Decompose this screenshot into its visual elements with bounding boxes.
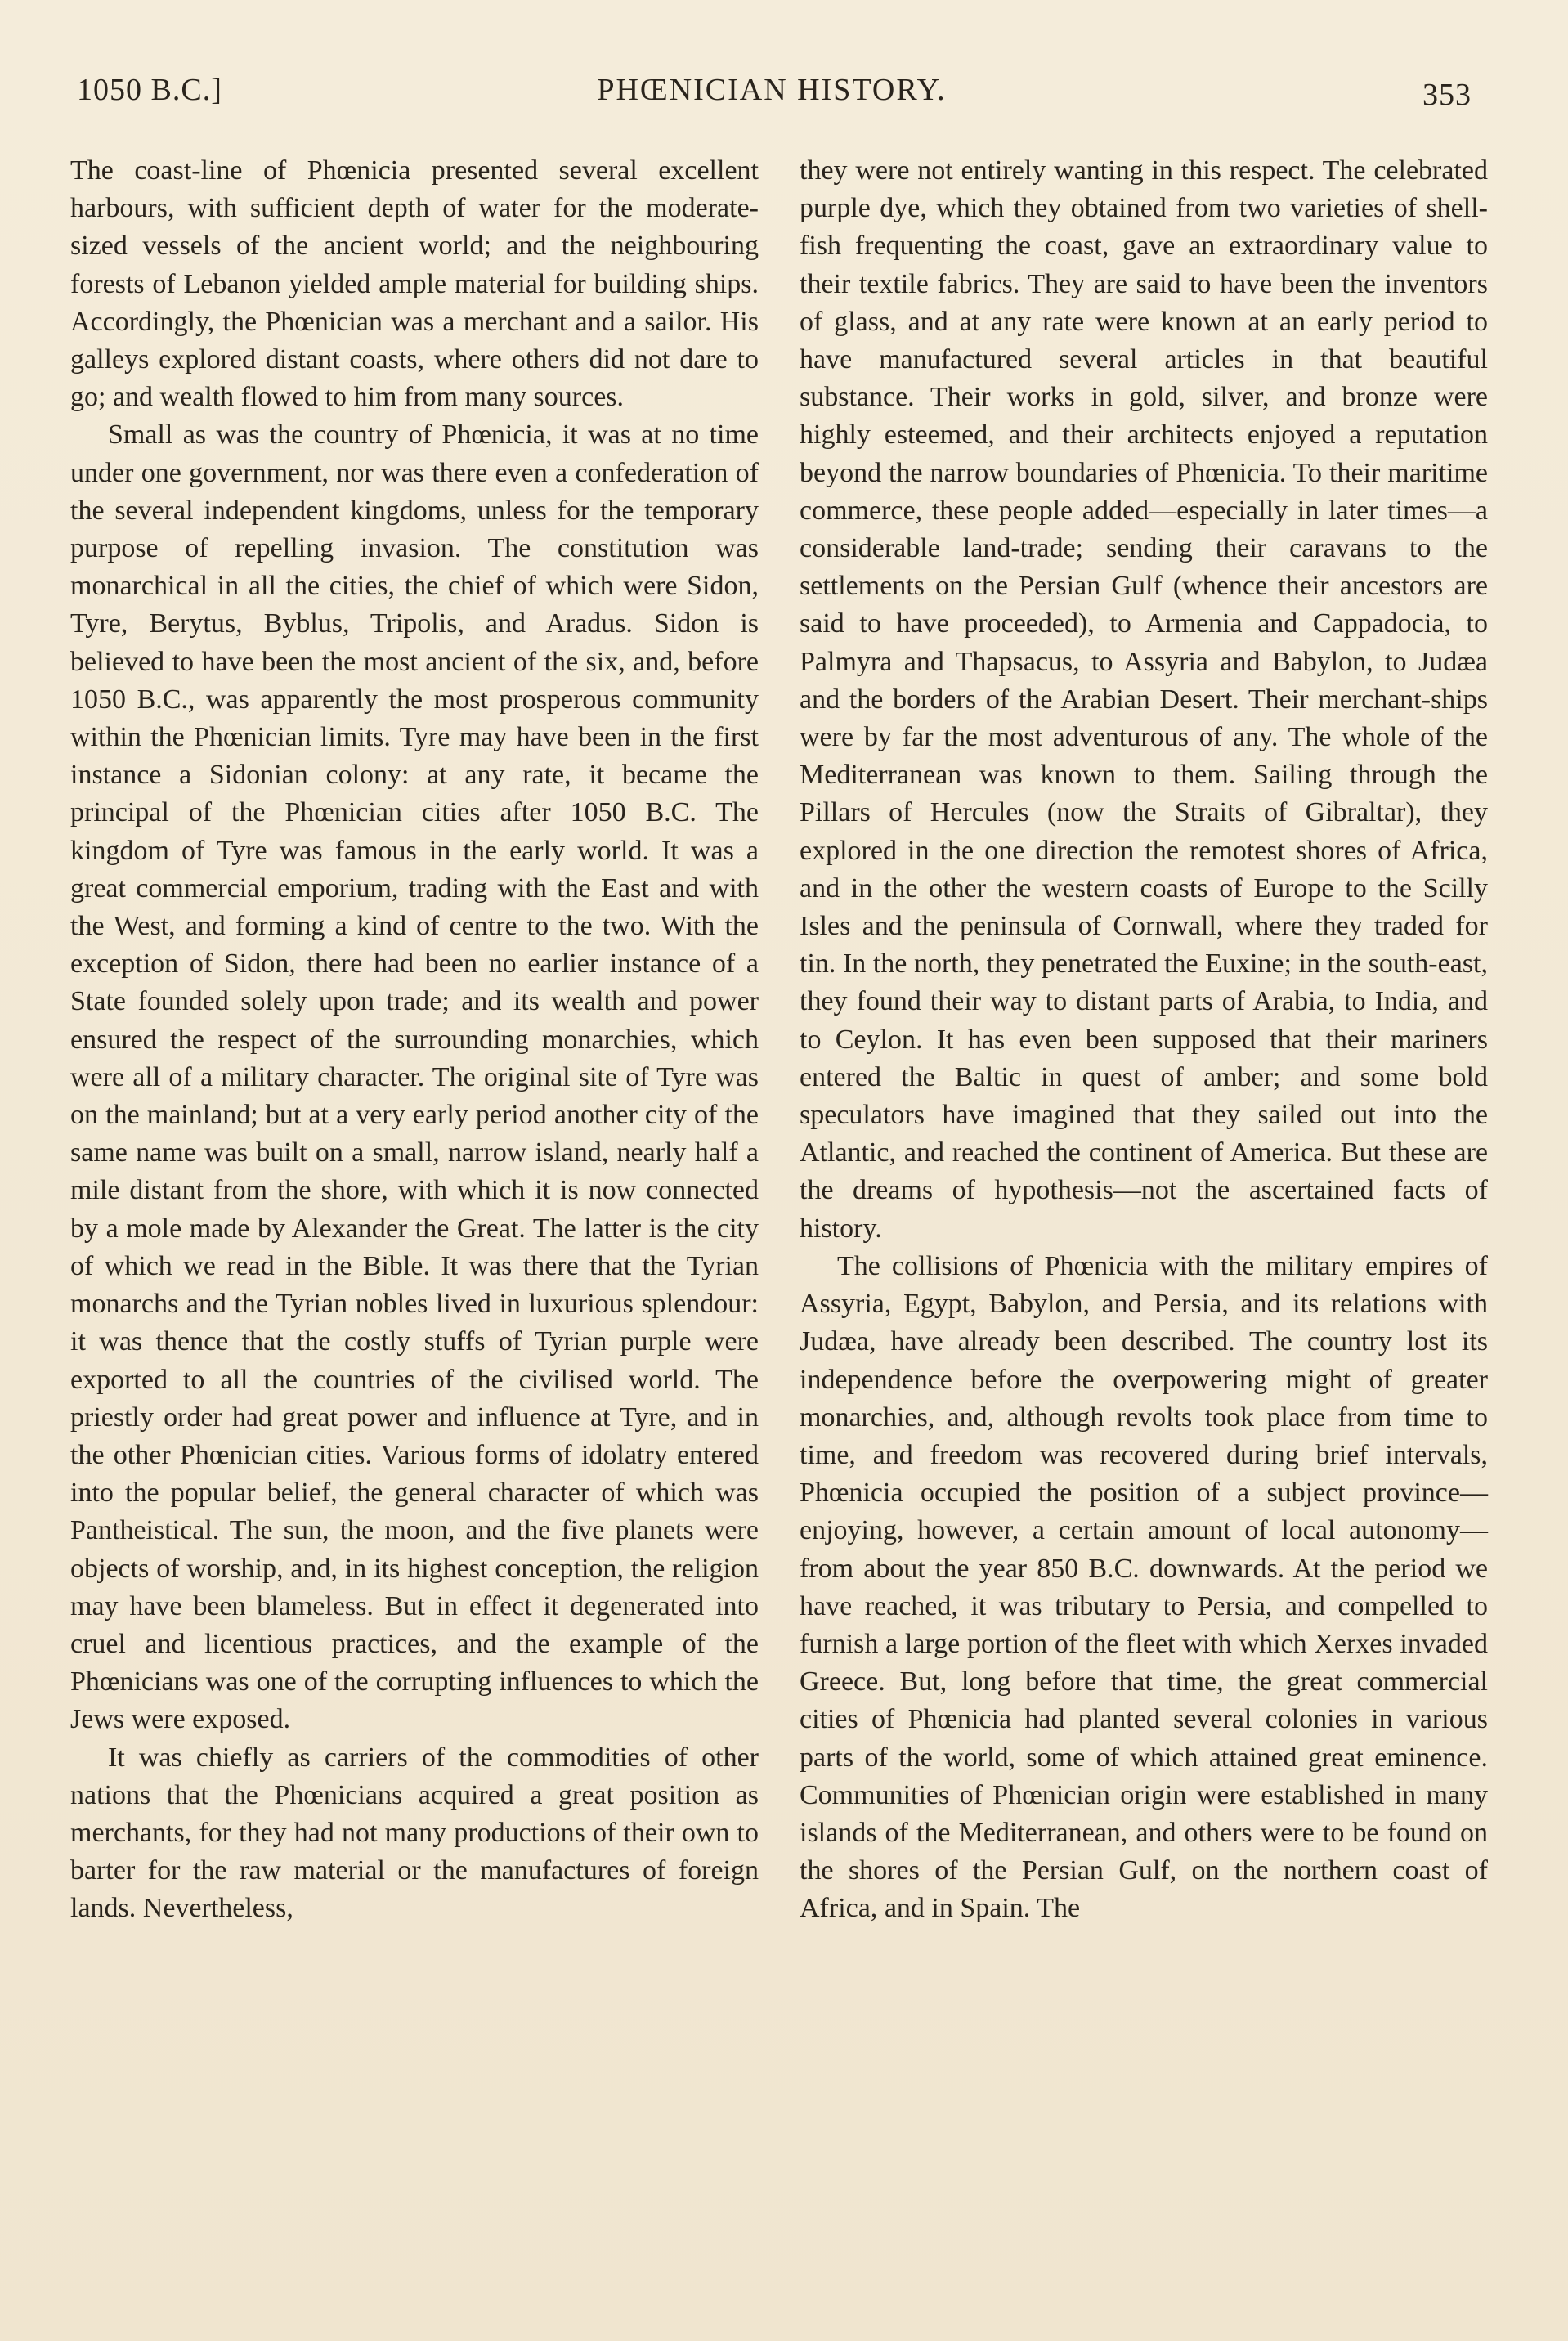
page-title: PHŒNICIAN HISTORY. [597,73,947,107]
paragraph: they were not entirely wanting in this respect. The celebrated purple dye, which they obtained from two varieties of shell-fish frequenting the coast, gave an extraordinary value to their textile fabrics. They are said to have been the inventors of glass, and at any rate were known at an early period to have manufactured several articles in that beautiful substance. Their works in gold, silver, and bronze were highly esteemed, and their architects enjoyed a reputation beyond the narrow boundaries of Phœnicia. To their maritime commerce, these people added—especially in later times—a considerable land-trade; sending their caravans to the settlements on the Persian Gulf (whence their ancestors are said to have proceeded), to Armenia and Cappadocia, to Palmyra and Thapsacus, to Assyria and Babylon, to Judæa and the borders of the Arabian Desert. Their merchant-ships were by far the most adventurous of any. The whole of the Mediterranean was known to them. Sailing through the Pillars of Hercules (now the Straits of Gibraltar), they explored in the one direction the remotest shores of Africa, and in the other the western coasts of Europe to the Scilly Isles and the peninsula of Cornwall, where they traded for tin. In the north, they penetrated the Euxine; in the south-east, they found their way to distant parts of Arabia, to India, and to Ceylon. It has even been supposed that their mariners entered the Baltic in quest of amber; and some bold speculators have imagined that they sailed out into the Atlantic, and reached the continent of America. But these are the dreams of hypothesis—not the ascertained facts of history. [800,155,1488,1244]
left-column [70,152,759,1928]
page-number: 353 [1422,78,1472,112]
paragraph: Small as was the country of Phœnicia, it was at no time under one government, nor was there even a confederation of the several independent kingdoms, unless for the temporary purpose of repelling invasion. The constitution was monarchical in all the cities, the chief of which were Sidon, Tyre, Berytus, Byblus, Tripolis, and Aradus. Sidon is believed to have been the most ancient of the six, and, before 1050 B.C., was apparently the most prosperous community within the Phœnician limits. Tyre may have been in the first instance a Sidonian colony: at any rate, it became the principal of the Phœnician cities after 1050 B.C. The kingdom of Tyre was famous in the early world. It was a great commercial emporium, trading with the East and with the West, and forming a kind of centre to the two. With the exception of Sidon, there had been no earlier instance of a State founded solely upon trade; and its wealth and power ensured the respect of the surrounding monarchies, which were all of a military character. The original site of Tyre was on the mainland; but at a very early period another city of the same name was built on a small, narrow island, nearly half a mile distant from the shore, with which it is now connected by a mole made by Alexander the Great. The latter is the city of which we read in the Bible. It was there that the Tyrian monarchs and the Tyrian nobles lived in luxurious splendour: it was thence that the costly stuffs of Tyrian purple were exported to all the countries of the civilised world. The priestly order had great power and influence at Tyre, and in the other Phœnician cities. Various forms of idolatry entered into the popular belief, the general character of which was Pantheistical. The sun, the moon, and the five planets were objects of worship, and, in its highest conception, the religion may have been blameless. But in effect it degenerated into cruel and licentious practices, and the example of the Phœnicians was one of the corrupting influences to which the Jews were exposed. [70,419,759,1735]
header-date: 1050 B.C.] [77,73,222,107]
running-head [77,72,1472,121]
paragraph: It was chiefly as carriers of the commodities of other nations that the Phœnicians acquired a great position as merchants, for they had not many productions of their own to barter for the raw material or the manufactures of foreign lands. Nevertheless, [70,1742,759,1924]
right-column [800,152,1488,1928]
paragraph: The collisions of Phœnicia with the military empires of Assyria, Egypt, Babylon, and Persia, and its relations with Judæa, have already been described. The country lost its independence before the overpowering might of greater monarchies, and, although revolts took place from time to time, and freedom was recovered during brief intervals, Phœnicia occupied the position of a subject province—enjoying, however, a certain amount of local autonomy—from about the year 850 B.C. downwards. At the period we have reached, it was tributary to Persia, and compelled to furnish a large portion of the fleet with which Xerxes invaded Greece. But, long before that time, the great commercial cities of Phœnicia had planted several colonies in various parts of the world, some of which attained great eminence. Communities of Phœnician origin were established in many islands of the Mediterranean, and others were to be found on the shores of the Persian Gulf, on the northern coast of Africa, and in Spain. The [800,1250,1488,1924]
paragraph: The coast-line of Phœnicia presented several excellent harbours, with sufficient depth of water for the moderate-sized vessels of the ancient world; and the neighbouring forests of Lebanon yielded ample material for building ships. Accordingly, the Phœnician was a merchant and a sailor. His galleys explored distant coasts, where others did not dare to go; and wealth flowed to him from many sources. [70,155,759,413]
